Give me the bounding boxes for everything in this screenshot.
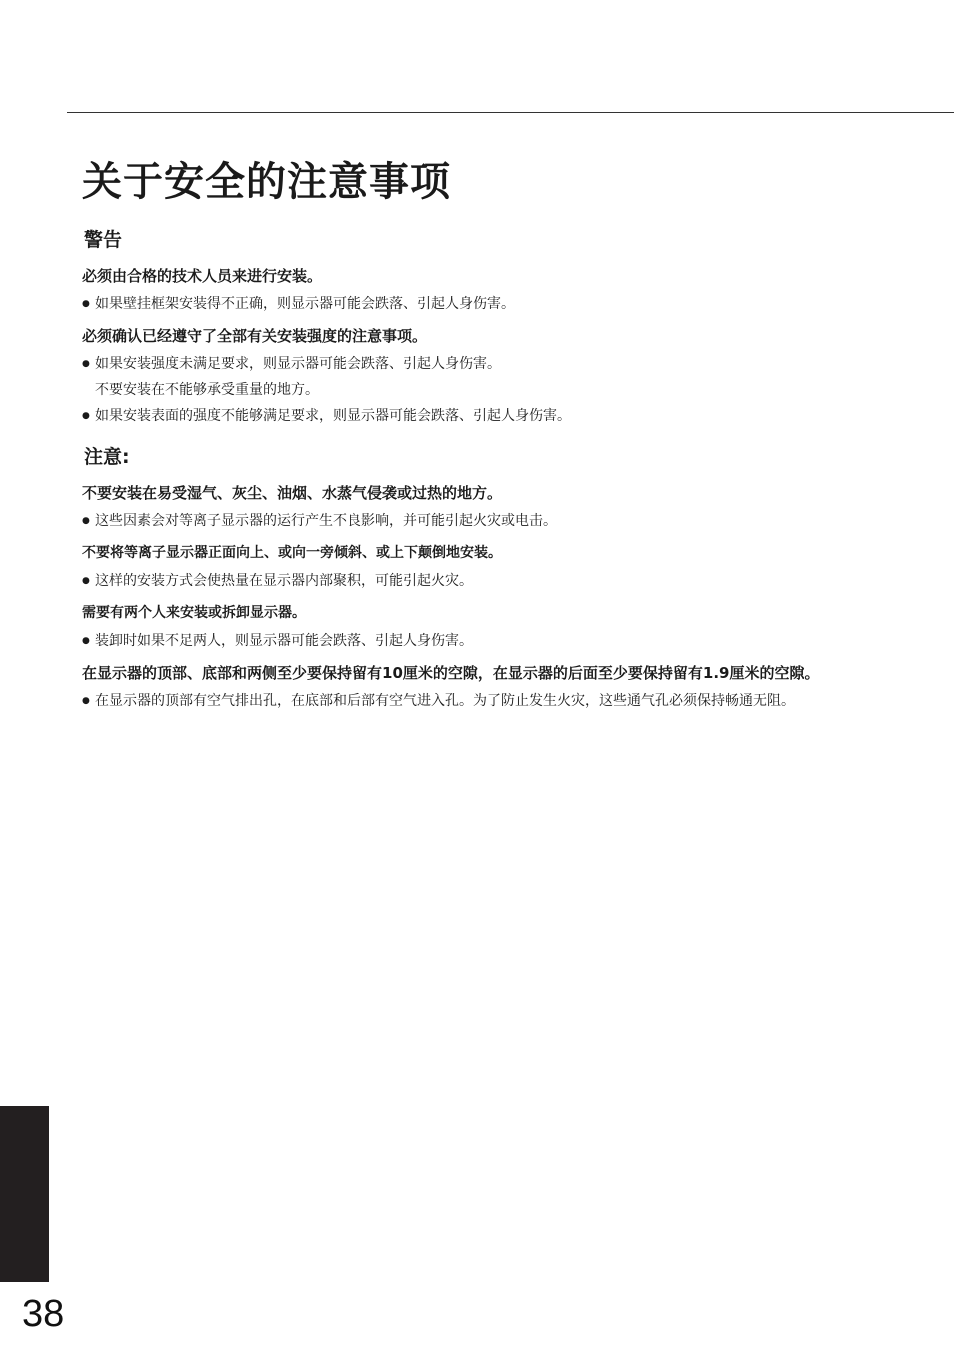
page-number: 38 bbox=[22, 1293, 65, 1335]
bullet-item: ● 如果壁挂框架安装得不正确，则显示器可能会跌落、引起人身伤害。 bbox=[82, 291, 882, 317]
caution-item-title: 需要有两个人来安装或拆卸显示器。 bbox=[82, 605, 306, 621]
page-title: 关于安全的注意事项 bbox=[82, 159, 451, 205]
top-rule bbox=[67, 112, 954, 113]
side-tab bbox=[0, 1106, 49, 1282]
warning-item-title: 必须确认已经遵守了全部有关安装强度的注意事项。 bbox=[82, 327, 428, 345]
bullet-item: ● 这些因素会对等离子显示器的运行产生不良影响，并可能引起火灾或电击。 bbox=[82, 508, 882, 534]
caution-item-title: 在显示器的顶部、底部和两侧至少要保持留有10厘米的空隙，在显示器的后面至少要保持留有1.9厘米的空隙。 bbox=[82, 664, 820, 682]
caution-item-title: 不要将等离子显示器正面向上、或向一旁倾斜、或上下颠倒地安装。 bbox=[82, 545, 502, 561]
bullet-item: ● 在显示器的顶部有空气排出孔，在底部和后部有空气进入孔。为了防止发生火灾，这些通气孔必须保持畅通无阻。 bbox=[82, 688, 882, 714]
bullet-list bbox=[82, 568, 882, 594]
bullet-item: ● 如果安装表面的强度不能够满足要求，则显示器可能会跌落、引起人身伤害。 bbox=[82, 403, 882, 429]
caution-heading: 注意: bbox=[84, 446, 130, 468]
bullet-item: ● 装卸时如果不足两人，则显示器可能会跌落、引起人身伤害。 bbox=[82, 628, 882, 654]
bullet-list bbox=[82, 628, 882, 654]
bullet-item: ● 这样的安装方式会使热量在显示器内部聚积，可能引起火灾。 bbox=[82, 568, 882, 594]
caution-item-title: 不要安装在易受湿气、灰尘、油烟、水蒸气侵袭或过热的地方。 bbox=[82, 484, 503, 502]
safety-content bbox=[82, 226, 882, 720]
warning-heading: 警告 bbox=[84, 229, 123, 251]
bullet-list bbox=[82, 291, 882, 317]
bullet-continuation: 不要安装在不能够承受重量的地方。 bbox=[95, 382, 319, 398]
warning-item-title: 必须由合格的技术人员来进行安装。 bbox=[82, 267, 323, 285]
bullet-list bbox=[82, 351, 882, 429]
bullet-list bbox=[82, 508, 882, 534]
bullet-list bbox=[82, 688, 882, 714]
bullet-item: ● 如果安装强度未满足要求，则显示器可能会跌落、引起人身伤害。 不要安装在不能够承受重量的地方。 bbox=[82, 351, 882, 403]
